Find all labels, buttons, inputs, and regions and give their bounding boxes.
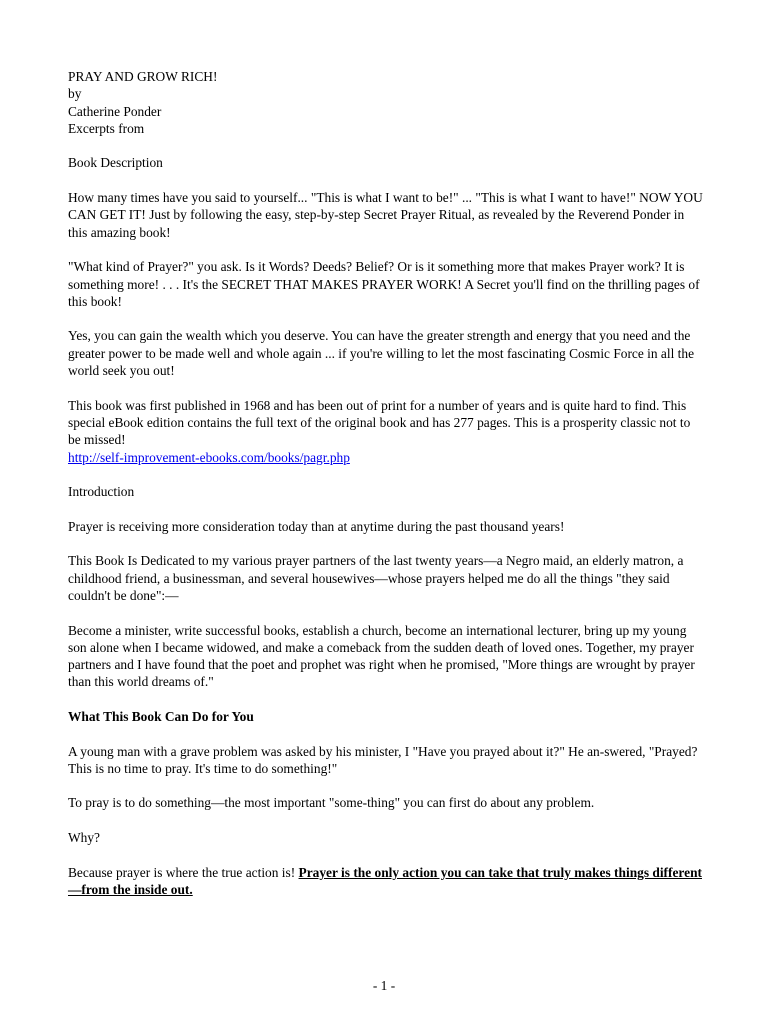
- what-paragraph-2: To pray is to do something—the most important "some-thing" you can first do about any problem.: [68, 795, 595, 811]
- introduction-heading: Introduction: [68, 484, 135, 500]
- introduction-paragraph-2: This Book Is Dedicated to my various prayer partners of the last twenty years—a Negro maid, an elderly matron, a childhood friend, a businessman, and several housewives—whose prayers helped me do all the things "they said couldn't be done":—: [68, 553, 684, 603]
- document-page: [68, 68, 704, 898]
- by-line: by: [68, 86, 82, 102]
- introduction-paragraph-1: Prayer is receiving more consideration today than at anytime during the past thousand years!: [68, 518, 565, 534]
- book-description-heading: Book Description: [68, 155, 163, 171]
- description-paragraph-2: "What kind of Prayer?" you ask. Is it Words? Deeds? Belief? Or is it something more that makes Prayer work? It is something more! . . . It's the SECRET THAT MAKES PRAYER WORK! A Secret you'll find on the thrilling pages of this book!: [68, 259, 700, 309]
- author-name: Catherine Ponder: [68, 103, 162, 119]
- book-link-line: [68, 449, 704, 466]
- book-link[interactable]: http://self-improvement-ebooks.com/books/pagr.php: [68, 449, 350, 465]
- description-paragraph-4: This book was first published in 1968 and has been out of print for a number of years and is quite hard to find. This special eBook edition contains the full text of the original book and has 277 pages. This is a prosperity classic not to be missed!: [68, 397, 691, 448]
- what-paragraph-4-plain: Because prayer is where the true action is!: [68, 864, 299, 880]
- what-paragraph-1: A young man with a grave problem was asked by his minister, I "Have you prayed about it?" He an-swered, "Prayed? This is no time to pray. It's time to do something!": [68, 743, 698, 776]
- page-number: - 1 -: [372, 978, 396, 993]
- description-paragraph-3: Yes, you can gain the wealth which you deserve. You can have the greater strength and energy that you need and the greater power to be made well and whole again ... if you're willing to let the most fascinating Cosmic Force in all the world seek you out!: [68, 328, 695, 379]
- introduction-paragraph-3: Become a minister, write successful books, establish a church, become an international lecturer, bring up my young son alone when I became widowed, and make a comeback from the sudden death of loved ones. Together, my prayer partners and I have found that the poet and prophet was right when he promised, "More things are wrought by prayer than this world dreams of.": [68, 622, 695, 690]
- what-paragraph-4-emphasis: Prayer is the only action you can take that truly makes things different—from the inside out.: [68, 864, 702, 897]
- excerpts-label: Excerpts from: [68, 120, 145, 136]
- book-title: PRAY AND GROW RICH!: [68, 69, 218, 84]
- what-paragraph-3: Why?: [68, 830, 100, 846]
- description-paragraph-1: How many times have you said to yourself... "This is what I want to be!" ... "This is what I want to have!" NOW YOU CAN GET IT! Just by following the easy, step-by-step Secret Prayer Ritual, as revealed by the Reverend Ponder in this amazing book!: [68, 190, 703, 240]
- what-this-book-heading: What This Book Can Do for You: [68, 708, 254, 724]
- what-paragraph-4: [68, 864, 704, 899]
